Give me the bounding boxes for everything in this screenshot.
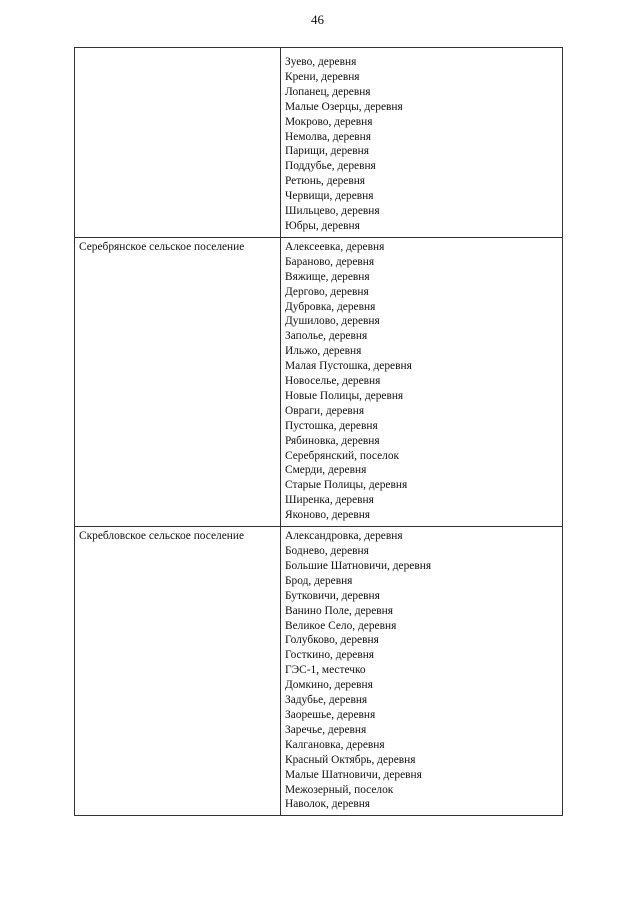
place-item: Малая Пустошка, деревня — [285, 360, 412, 373]
place-item: Межозерный, поселок — [285, 783, 394, 796]
place-item: Бутковичи, деревня — [285, 589, 380, 602]
place-item: Малые Шатновичи, деревня — [285, 768, 422, 781]
settlement-name-cell: Серебрянское сельское поселение — [75, 237, 281, 526]
place-item: Юбры, деревня — [285, 219, 360, 232]
place-item: Рябиновка, деревня — [285, 434, 380, 447]
place-item: ГЭС-1, местечко — [285, 664, 366, 677]
place-item: Брод, деревня — [285, 574, 353, 587]
place-item: Вяжище, деревня — [285, 270, 370, 283]
place-item: Мокрово, деревня — [285, 115, 373, 128]
place-item: Александровка, деревня — [285, 530, 403, 543]
place-item: Овраги, деревня — [285, 404, 365, 417]
table-body — [75, 48, 563, 816]
table-row — [75, 527, 563, 816]
place-item: Поддубье, деревня — [285, 160, 376, 173]
place-item: Ванино Поле, деревня — [285, 604, 394, 617]
place-item: Большие Шатновичи, деревня — [285, 559, 432, 572]
place-item: Лопанец, деревня — [285, 85, 371, 98]
page-number: 46 — [311, 12, 324, 27]
place-item: Заорешье, деревня — [285, 708, 376, 721]
place-item: Ширенка, деревня — [285, 494, 374, 507]
place-item: Калгановка, деревня — [285, 738, 385, 751]
places-cell — [281, 48, 563, 238]
place-item: Смерди, деревня — [285, 464, 367, 477]
places-cell — [281, 527, 563, 816]
place-item: Новоселье, деревня — [285, 375, 381, 388]
place-item: Червищи, деревня — [285, 190, 374, 203]
place-item: Крени, деревня — [285, 70, 360, 83]
place-item: Дергово, деревня — [285, 285, 369, 298]
place-item: Боднево, деревня — [285, 545, 369, 557]
place-item: Немолва, деревня — [285, 130, 372, 143]
place-item: Душилово, деревня — [285, 315, 380, 328]
place-item: Заречье, деревня — [285, 723, 367, 736]
place-item: Задубье, деревня — [285, 694, 368, 707]
place-item: Новые Полицы, деревня — [285, 389, 404, 402]
place-item: Серебрянский, поселок — [285, 449, 400, 462]
table-row — [75, 237, 563, 526]
place-item: Госткино, деревня — [285, 649, 375, 662]
place-item: Малые Озерцы, деревня — [285, 100, 403, 113]
place-item: Красный Октябрь, деревня — [285, 753, 416, 766]
table-row — [75, 48, 563, 238]
place-item: Яконово, деревня — [285, 509, 371, 522]
settlement-name-cell: Скребловское сельское поселение — [75, 527, 281, 816]
place-item: Парищи, деревня — [285, 145, 369, 158]
place-item: Ильжо, деревня — [285, 345, 362, 358]
place-item: Бараново, деревня — [285, 255, 375, 268]
place-item: Пустошка, деревня — [285, 419, 378, 432]
places-cell — [281, 237, 563, 526]
settlements-table — [74, 47, 563, 816]
place-item: Дубровка, деревня — [285, 300, 376, 313]
place-item: Алексеевка, деревня — [285, 240, 385, 253]
place-item: Домкино, деревня — [285, 679, 373, 692]
place-item: Великое Село, деревня — [285, 619, 397, 632]
place-item: Голубково, деревня — [285, 634, 379, 647]
place-item: Старые Полицы, деревня — [285, 479, 408, 492]
place-item: Заполье, деревня — [285, 330, 368, 343]
place-item: Шильцево, деревня — [285, 205, 380, 218]
place-item: Наволок, деревня — [285, 798, 371, 811]
settlement-name-cell — [75, 48, 281, 238]
place-item: Зуево, деревня — [285, 56, 357, 68]
place-item: Ретюнь, деревня — [285, 175, 366, 188]
